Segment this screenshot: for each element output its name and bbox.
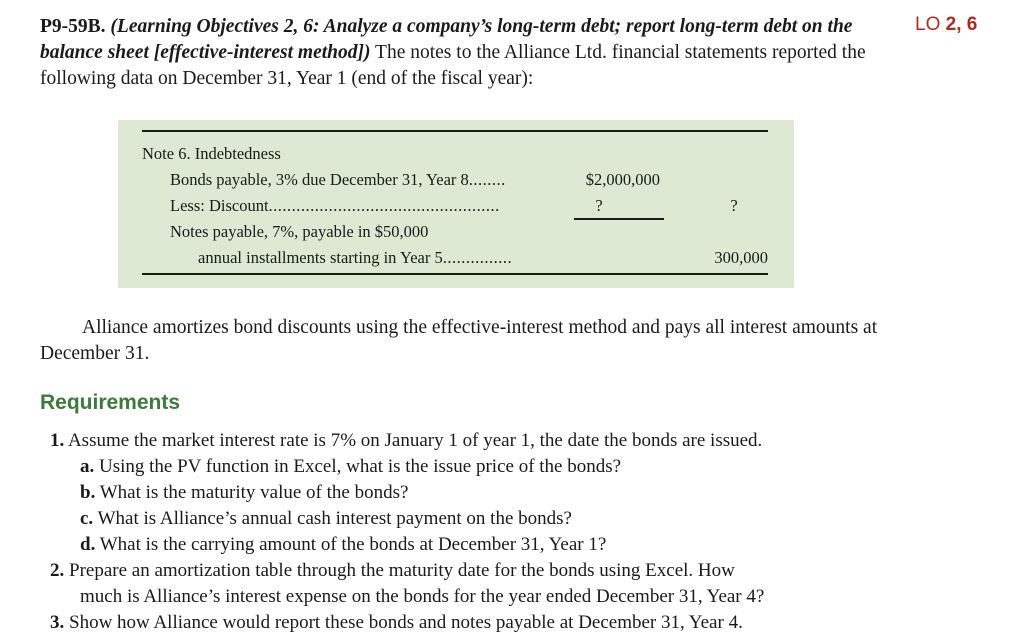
amortization-paragraph: Alliance amortizes bond discounts using the effective-interest method and pays all interest amounts at December 31. <box>40 317 878 364</box>
notes-amount: 300,000 <box>714 248 768 267</box>
notes-label-line1: Notes payable, 7%, payable in $50,000 <box>170 222 429 241</box>
requirement-1c: c. What is Alliance’s annual cash interest payment on the bonds? <box>80 508 572 529</box>
bonds-amount: $2,000,000 <box>585 170 660 189</box>
bottom-rule <box>142 273 768 275</box>
lo-numbers: 2, 6 <box>945 14 978 35</box>
problem-objectives: (Learning Objectives 2, 6: Analyze a company’s long-term debt; report long-term debt on the balance sheet [effective-interest method]) <box>40 16 853 63</box>
problem-statement <box>40 14 890 92</box>
bonds-label: Bonds payable, 3% due December 31, Year 8........ <box>170 170 506 189</box>
requirement-1d: d. What is the carrying amount of the bonds at December 31, Year 1? <box>80 534 607 555</box>
requirement-2: 2. Prepare an amortization table through the maturity date for the bonds using Excel. How <box>50 560 735 581</box>
note-title: Note 6. Indebtedness <box>142 144 281 163</box>
note-6-box <box>118 120 794 288</box>
top-rule <box>142 130 768 132</box>
requirement-3: 3. Show how Alliance would report these bonds and notes payable at December 31, Year 4. <box>50 612 743 633</box>
lo-prefix: LO <box>915 14 941 35</box>
requirement-2-cont: much is Alliance’s interest expense on the bonds for the year ended December 31, Year 4? <box>80 586 765 607</box>
notes-label-line2: annual installments starting in Year 5............... <box>198 248 513 267</box>
discount-underline <box>574 218 664 220</box>
discount-label: Less: Discount.................................................. <box>170 196 500 215</box>
requirement-1: 1. Assume the market interest rate is 7% on January 1 of year 1, the date the bonds are issued. <box>50 430 763 451</box>
discount-amount: ? <box>595 196 603 215</box>
requirement-1b: b. What is the maturity value of the bonds? <box>80 482 409 503</box>
bonds-net-amount: ? <box>730 196 738 215</box>
problem-id: P9-59B. <box>40 16 106 37</box>
problem-intro: The notes to the Alliance Ltd. financial statements reported the following data on December 31, Year 1 (end of the fiscal year): <box>40 42 866 89</box>
requirements-title: Requirements <box>40 391 181 414</box>
requirement-1a: a. Using the PV function in Excel, what is the issue price of the bonds? <box>80 456 622 477</box>
learning-objective-badge <box>915 14 977 36</box>
